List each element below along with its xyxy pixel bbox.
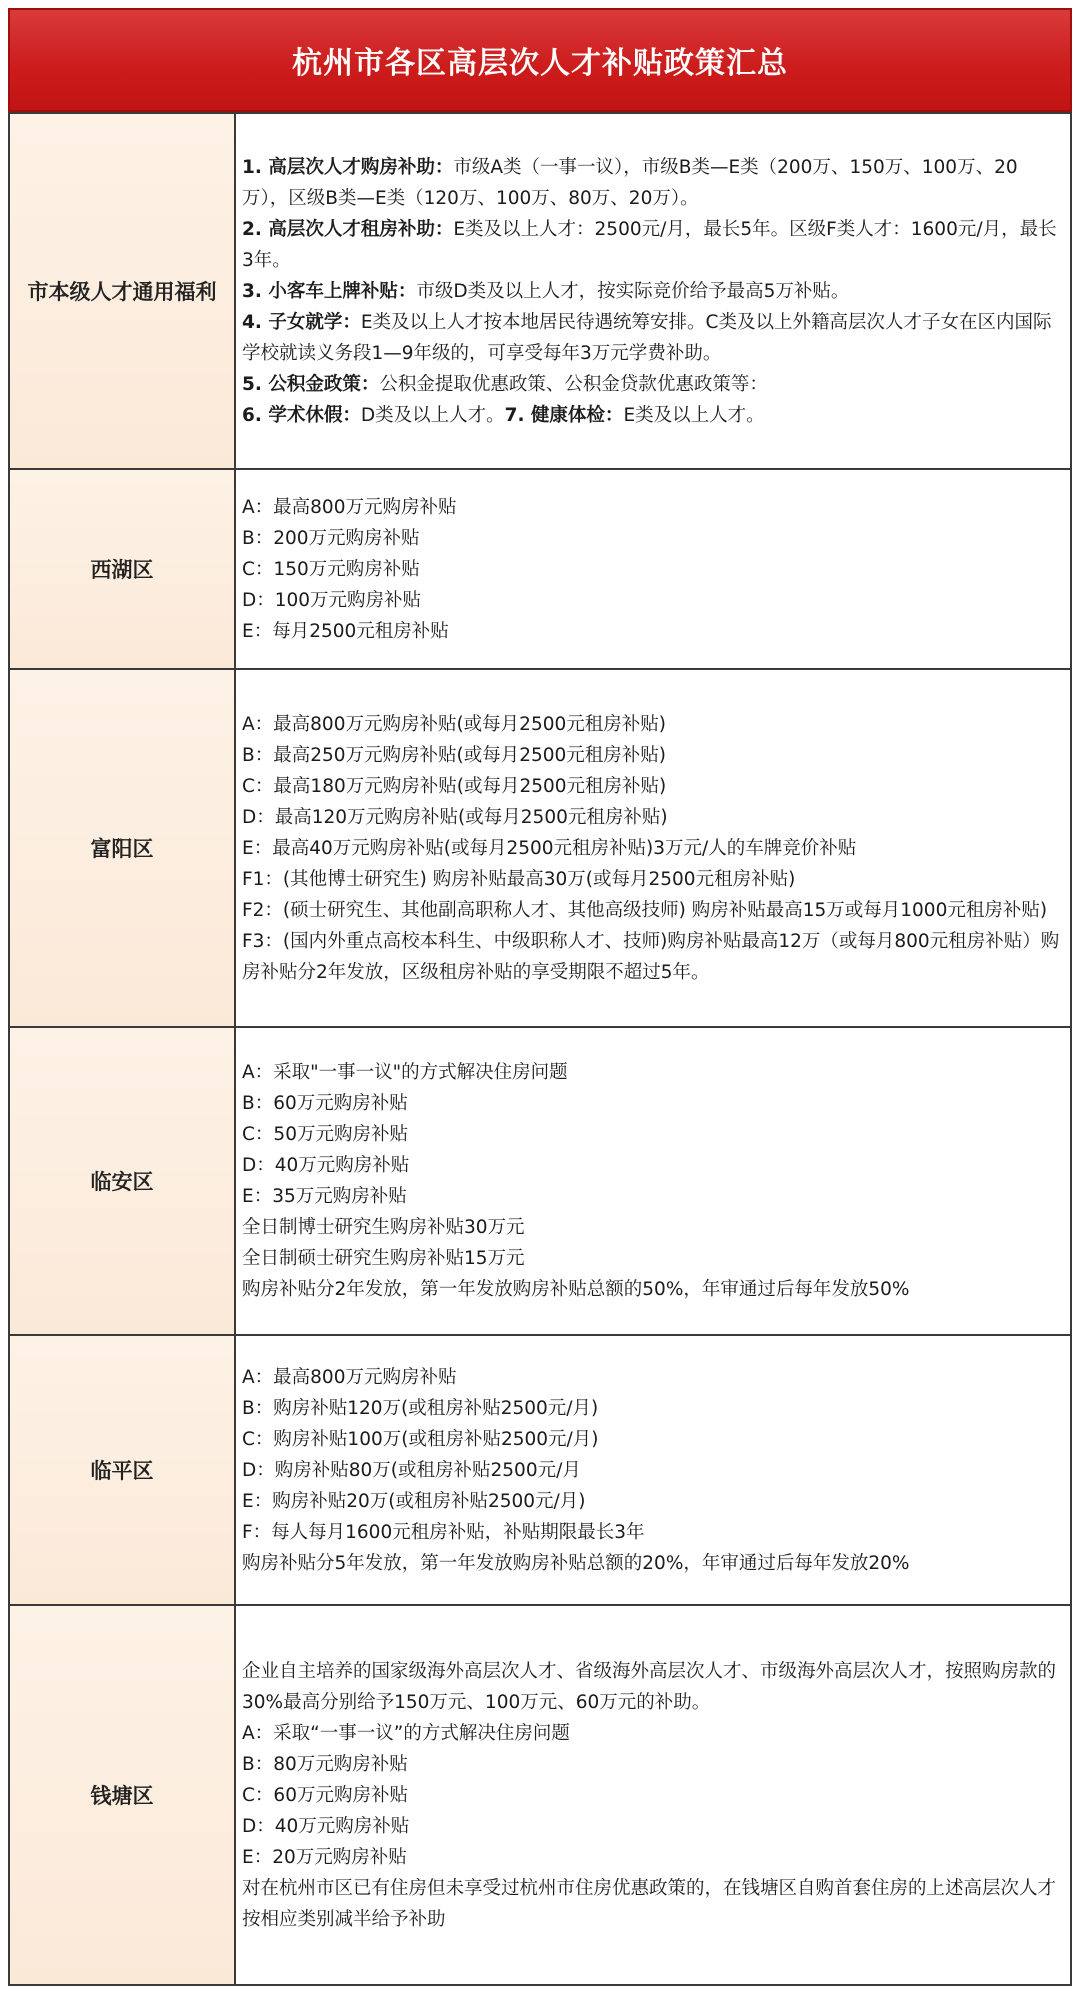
content-cell [235,1605,1071,1985]
list-item: B：60万元购房补贴 [242,1093,408,1114]
table-row [9,1027,1071,1335]
item-label: 6. 学术休假： [242,404,361,426]
list-item: 全日制博士研究生购房补贴30万元 [242,1217,525,1238]
list-item: B：200万元购房补贴 [242,527,420,549]
district-cell: 临平区 [9,1335,235,1605]
table-row [9,1335,1071,1605]
table-row [9,1605,1071,1985]
item-label: 2. 高层次人才租房补助： [242,218,454,240]
item-text: 公积金提取优惠政策、公积金贷款优惠政策等： [379,373,768,395]
list-item: E：购房补贴20万(或租房补贴2500元/月) [242,1490,586,1512]
content-cell [235,1027,1071,1335]
list-item: 购房补贴分2年发放，第一年发放购房补贴总额的50%，年审通过后每年发放50% [242,1279,910,1300]
list-item: D：40万元购房补贴 [242,1815,410,1837]
list-item: D：40万元购房补贴 [242,1155,410,1176]
district-cell: 临安区 [9,1027,235,1335]
item-label: 7. 健康体检： [504,404,624,426]
list-item: F2：(硕士研究生、其他副高职称人才、其他高级技师) 购房补贴最高15万或每月1000元租房补贴) [242,899,1048,921]
item-label: 5. 公积金政策： [242,373,380,395]
list-item: D：最高120万元购房补贴(或每月2500元租房补贴) [242,806,668,828]
list-item: E：每月2500元租房补贴 [242,620,449,642]
list-item: A：采取“一事一议”的方式解决住房问题 [242,1722,570,1744]
list-item: D：100万元购房补贴 [242,589,422,611]
list-item: C：60万元购房补贴 [242,1784,408,1806]
item-text: E类及以上人才按本地居民待遇统筹安排。C类及以上外籍高层次人才子女在区内国际学校就读义务段1—9年级的，可享受每年3万元学费补助。 [242,311,1052,364]
list-item [242,276,1060,307]
list-item: F1：(其他博士研究生) 购房补贴最高30万(或每月2500元租房补贴) [242,868,796,890]
item-text: E类及以上人才：2500元/月，最长5年。区级F类人才：1600元/月，最长3年。 [242,218,1057,271]
policy-table [8,112,1072,1986]
content-cell [235,669,1071,1027]
list-item: 企业自主培养的国家级海外高层次人才、省级海外高层次人才、市级海外高层次人才，按照购房款的30%最高分别给予150万元、100万元、60万元的补助。 [242,1660,1057,1713]
list-item: 全日制硕士研究生购房补贴15万元 [242,1248,525,1269]
item-text: E类及以上人才。 [623,404,765,426]
item-label: 4. 子女就学： [242,311,361,333]
list-item: B：80万元购房补贴 [242,1753,408,1775]
list-item [242,307,1060,369]
list-item: 对在杭州市区已有住房但未享受过杭州市住房优惠政策的，在钱塘区自购首套住房的上述高层次人才按相应类别减半给予补助 [242,1877,1057,1930]
list-item: A：采取"一事一议"的方式解决住房问题 [242,1062,568,1083]
district-cell: 富阳区 [9,669,235,1027]
list-item: E：20万元购房补贴 [242,1846,407,1868]
list-item [242,152,1060,214]
list-item: C：购房补贴100万(或租房补贴2500元/月) [242,1428,599,1450]
list-item: C：150万元购房补贴 [242,558,420,580]
list-item: C：50万元购房补贴 [242,1124,408,1145]
content-cell [235,469,1071,669]
item-label: 3. 小客车上牌补贴： [242,280,417,302]
district-cell: 市本级人才通用福利 [9,113,235,469]
list-item: B：购房补贴120万(或租房补贴2500元/月) [242,1397,599,1419]
item-label: 1. 高层次人才购房补助： [242,156,454,178]
list-item [242,214,1060,276]
item-text: D类及以上人才。 [360,404,505,426]
list-item: A：最高800万元购房补贴(或每月2500元租房补贴) [242,713,666,735]
list-item: A：最高800万元购房补贴 [242,496,457,518]
list-item: 购房补贴分5年发放，第一年发放购房补贴总额的20%，年审通过后每年发放20% [242,1552,910,1574]
list-item: C：最高180万元购房补贴(或每月2500元租房补贴) [242,775,667,797]
list-item: E：最高40万元购房补贴(或每月2500元租房补贴)3万元/人的车牌竞价补贴 [242,837,857,859]
list-item: B：最高250万元购房补贴(或每月2500元租房补贴) [242,744,667,766]
table-row [9,113,1071,469]
item-text: 市级A类（一事一议），市级B类—E类（200万、150万、100万、20万），区级B类—E类（120万、100万、80万、20万）。 [242,156,1018,209]
district-cell: 西湖区 [9,469,235,669]
table-row [9,469,1071,669]
list-item: F：每人每月1600元租房补贴，补贴期限最长3年 [242,1521,645,1543]
list-item [242,400,1060,431]
list-item: D：购房补贴80万(或租房补贴2500元/月 [242,1459,581,1481]
table-row [9,669,1071,1027]
list-item [242,369,1060,400]
content-cell [235,113,1071,469]
item-text: 市级D类及以上人才，按实际竞价给予最高5万补贴。 [416,280,850,302]
district-cell: 钱塘区 [9,1605,235,1985]
list-item: F3：(国内外重点高校本科生、中级职称人才、技师)购房补贴最高12万（或每月800元租房补贴）购房补贴分2年发放，区级租房补贴的享受期限不超过5年。 [242,930,1060,983]
content-cell [235,1335,1071,1605]
list-item: E：35万元购房补贴 [242,1186,407,1207]
page-title: 杭州市各区高层次人才补贴政策汇总 [8,8,1072,112]
list-item: A：最高800万元购房补贴 [242,1366,457,1388]
